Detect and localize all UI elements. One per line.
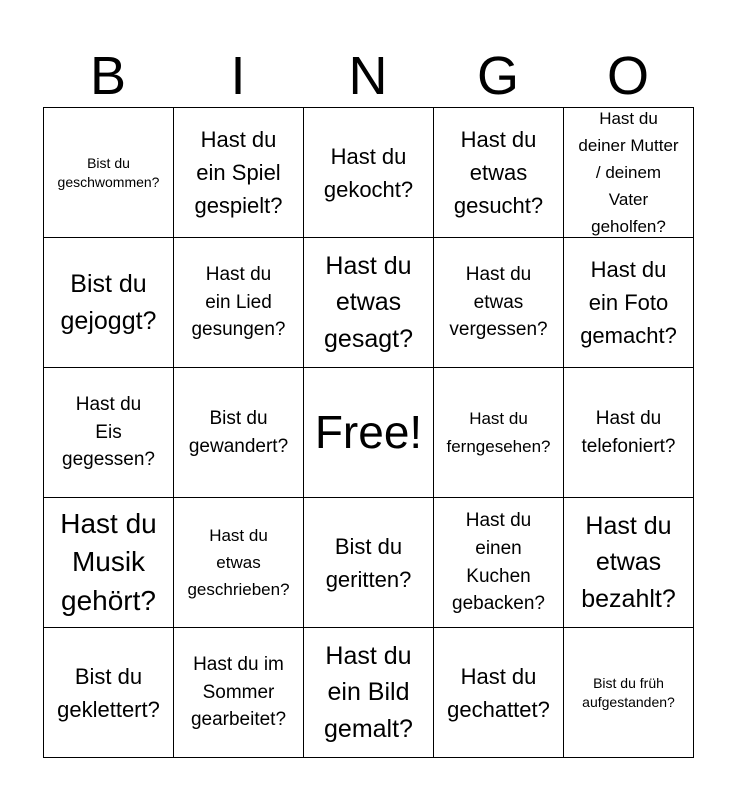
bingo-cell[interactable]: Hast du gekocht? [304,108,434,238]
bingo-cell[interactable]: Hast du ferngesehen? [434,368,564,498]
header-letter-n: N [348,46,388,106]
bingo-cell[interactable]: Hast du Eis gegessen? [44,368,174,498]
bingo-cell[interactable]: Hast du etwas bezahlt? [564,498,694,628]
header-letter-g: G [476,46,519,106]
bingo-header [43,46,693,106]
bingo-cell[interactable]: Bist du früh aufgestanden? [564,628,694,758]
bingo-cell[interactable]: Bist du geschwommen? [44,108,174,238]
header-letter-b: B [89,46,127,106]
bingo-cell[interactable]: Hast du Musik gehört? [44,498,174,628]
bingo-cell[interactable]: Hast du etwas geschrieben? [174,498,304,628]
free-space-cell[interactable]: Free! [304,368,434,498]
bingo-cell[interactable]: Bist du gejoggt? [44,238,174,368]
header-letter-i: I [230,46,246,106]
bingo-cell[interactable]: Hast du ein Bild gemalt? [304,628,434,758]
bingo-card [43,107,694,758]
bingo-cell[interactable]: Hast du gechattet? [434,628,564,758]
bingo-cell[interactable]: Bist du geritten? [304,498,434,628]
bingo-cell[interactable]: Hast du etwas vergessen? [434,238,564,368]
bingo-cell[interactable]: Bist du geklettert? [44,628,174,758]
bingo-cell[interactable]: Hast du etwas gesucht? [434,108,564,238]
bingo-cell[interactable]: Hast du deiner Mutter / deinem Vater geholfen? [564,108,694,238]
bingo-cell[interactable]: Hast du ein Lied gesungen? [174,238,304,368]
bingo-cell[interactable]: Hast du ein Foto gemacht? [564,238,694,368]
bingo-cell[interactable]: Hast du im Sommer gearbeitet? [174,628,304,758]
bingo-cell[interactable]: Hast du ein Spiel gespielt? [174,108,304,238]
header-letter-o: O [606,46,649,106]
bingo-cell[interactable]: Hast du etwas gesagt? [304,238,434,368]
bingo-cell[interactable]: Hast du einen Kuchen gebacken? [434,498,564,628]
bingo-cell[interactable]: Bist du gewandert? [174,368,304,498]
bingo-cell[interactable]: Hast du telefoniert? [564,368,694,498]
